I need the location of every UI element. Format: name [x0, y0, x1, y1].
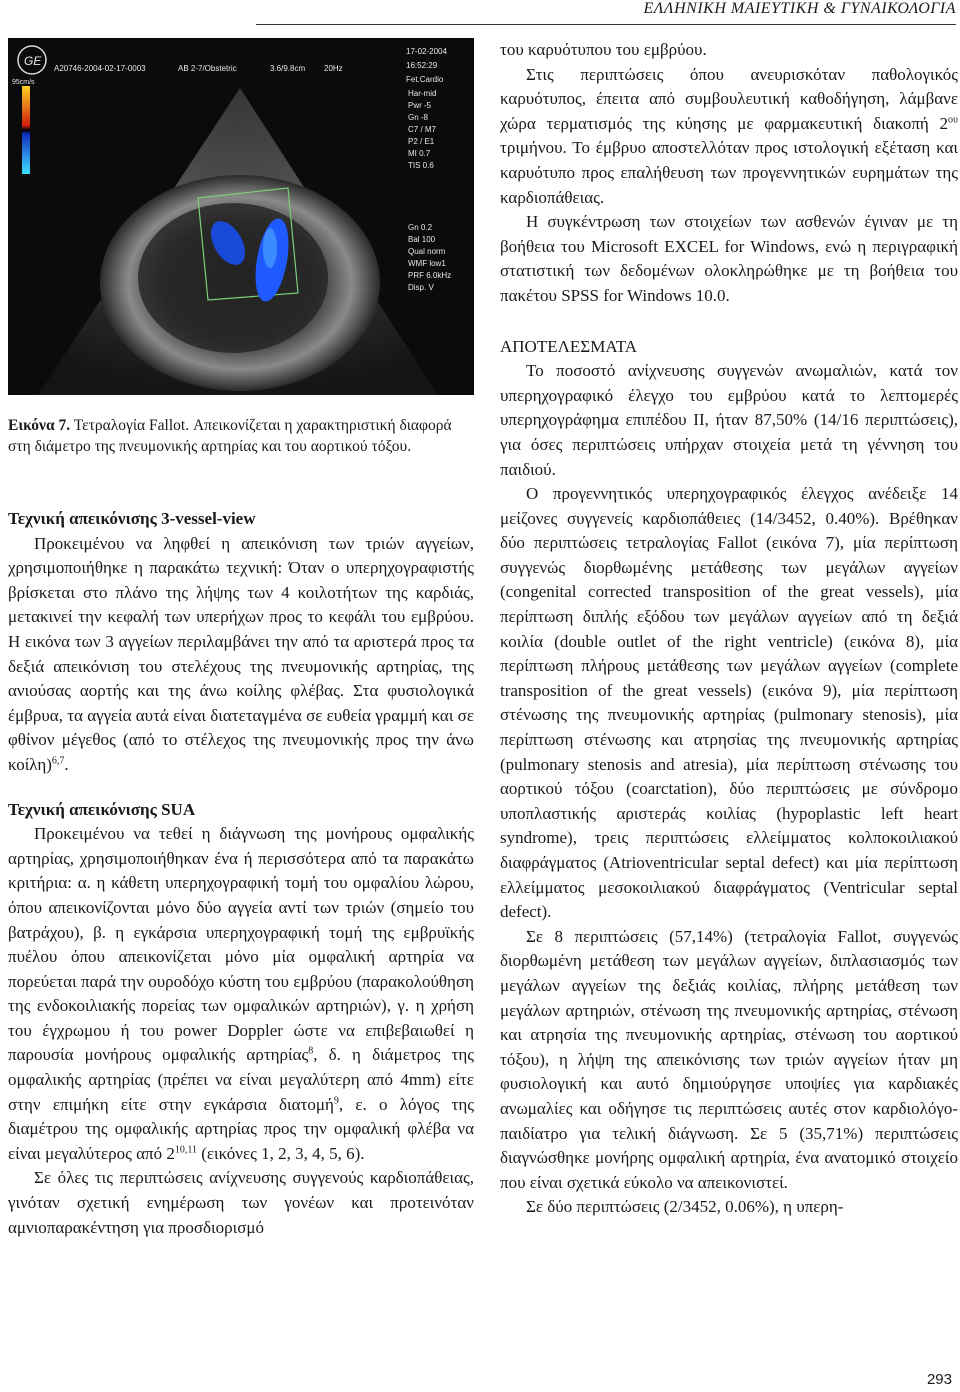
us-probe: AB 2-7/Obstetric: [178, 64, 237, 73]
paragraph-karyotype-cont: του καρυότυπου του εμβρύου.: [500, 40, 707, 59]
figure-caption-label: Εικόνα 7.: [8, 417, 71, 434]
us-param-1: Har-mid: [408, 89, 437, 98]
us-id: A20746-2004-02-17-0003: [54, 64, 146, 73]
us-param-7: TIS 0.6: [408, 161, 434, 170]
us-time: 16:52:29: [406, 61, 438, 70]
us-param-3: Gn -8: [408, 113, 429, 122]
figure-caption-text: Τετραλογία Fallot. Απεικονίζεται η χαρακτηριστική διαφορά στη διάμετρο της πνευμονικής αρτηρίας και του αορτικού τόξου.: [8, 417, 452, 455]
paragraph-counseling: Σε όλες τις περιπτώσεις ανίχνευσης συγγενούς καρδιοπάθειας, γινόταν σχετική ενημέρωση των γονέων και προτεινόταν αμνιοπαρακέντηση για προσδιορισμό: [8, 1168, 474, 1237]
paragraph-two-cases: Σε δύο περιπτώσεις (2/3452, 0.06%), η υπερη-: [526, 1197, 844, 1217]
page-number: 293: [926, 1371, 952, 1388]
ultrasound-figure: [8, 38, 474, 395]
paragraph-major-defects: Ο προγεννητικός υπερηχογραφικός έλεγχος ανέδειξε 14 μείζονες συγγενείς καρδιοπάθειες (14/3452, 0.40%). Βρέθηκαν δύο περιπτώσεις τετραλογίας Fallot (εικόνα 7), μία περίπτωση συγγενώς διορθωμένης μετάθεσης των μεγάλων αγγείων (congenital corrected transposition of the great vessels), μία περίπτωση διπλής εξόδου των μεγάλων αγγείων από τη δεξιά κοιλία (double outlet of the right ventricle) (εικόνα 8), μία περίπτωση πλήρους μετάθεσης των μεγάλων αγγείων (complete transposition of the great vessels) (εικόνα 9), μία περίπτωση στένωσης της πνευμονικής αρτηρίας (pulmonary stenosis), μία περίπτωση στένωσης και ατρησίας της πνευμονικής αρτηρίας (pulmonary stenosis and atresia), μία περίπτωση στένωσης του αορτικού τόξου (coarctation), δύο περιπτώσεις με σύνδρομο υποπλαστικής αριστεράς κοιλίας (hypoplastic left heart syndrome), τρεις περιπτώσεις ελλείμματος κολποκοιλιακού διαφράγματος (Atrioventricular septal defect) και μία περίπτωση ελλείμματος μεσοκοιλιακού διαφράγματος (Ventricular septal defect).: [500, 484, 958, 922]
section-heading-3vessel: Τεχνική απεικόνισης 3-vessel-view: [8, 509, 256, 528]
us-framerate: 20Hz: [324, 64, 343, 73]
paragraph-termination: Στις περιπτώσεις όπου ανευρισκόταν παθολογικός καρυότυπος, έπειτα από συμβουλευτική καθοδήγηση, λάμβανε χώρα τερματισμός της κύησης με φαρμακευτική διακοπή $2^{o\upsilon}$ τριμήνου. Το έμβρυο αποστελλόταν προς ιστολογική εξέταση και καρυότυπο προς επαλήθευση των προγεννητικών ευρημάτων της καρδιοπάθειας.: [500, 64, 958, 207]
us-preset: Fet.Cardio: [406, 75, 444, 84]
ge-logo: GE: [24, 54, 42, 68]
paragraph-sua: Προκειμένου να τεθεί η διάγνωση της μονήρους ομφαλικής αρτηρίας, χρησιμοποιήθηκαν ένα ή περισσότερα από τα παρακάτω κριτήρια: α. η κάθετη υπερηχογραφική τομή του ομφαλίου λώρου, όπου απεικονίζονται μόνο δύο αγγεία αντί των τριών (σημείο του βατράχου), β. η εγκάρσια υπερηχογραφική τομή της εμβρυϊκής πυέλου όπου απεικονίζεται μόνο μία ομφαλική αρτηρία να πορεύεται παρά την ουροδόχο κύστη του εμβρύου (παρακολούθηση της ενδοκοιλιακής πορείας των ομφαλικών αρτηριών), γ. η χρήση του έγχρωμου ή του power Doppler ώστε να επιβεβαιωθεί η παρουσία μονήρους ομφαλικής αρτηρίας$^8$, δ. η διάμετρος της ομφαλικής αρτηρίας (πρέπει να είναι μεγαλύτερη από 4mm) είτε στην επιμήκη είτε στην εγκάρσια διατομή$^9$, ε. ο λόγος της διαμέτρου της ομφαλικής αρτηρίας προς την ομφαλική φλέβα να είναι μεγαλύτερος από 2$^{10,11}$ (εικόνες 1, 2, 3, 4, 5, 6).: [8, 824, 474, 1163]
us-cparam-3: Qual norm: [408, 247, 446, 256]
us-param-4: C7 / M7: [408, 125, 437, 134]
us-scale-label: 95cm/s: [12, 79, 35, 86]
figure-caption: [8, 415, 474, 457]
section-heading-sua: Τεχνική απεικόνισης SUA: [8, 799, 196, 819]
us-cparam-5: PRF 6.0kHz: [408, 271, 452, 280]
paragraph-3vessel: Προκειμένου να ληφθεί η απεικόνιση των τριών αγγείων, χρησιμοποιήθηκε η παρακάτω τεχνική: Όταν ο υπερηχογραφιστής βρίσκεται στο πλάνο της λήψης των 4 κοιλοτήτων της καρδιάς, μετακινεί την κεφαλή των υπερήχων προς το κεφάλι του εμβρύου. Η εικόνα των 3 αγγείων περιλαμβάνει την από τα αριστερά προς τα δεξιά απεικόνιση του στελέχους της πνευμονικής αρτηρίας, της ανιούσας αορτής και της άνω κοίλης φλέβας. Στα φυσιολογικά έμβρυα, τα αγγεία αυτά είναι διατεταγμένα σε ευθεία γραμμή και σε φθίνον μέγεθος (από το στέλεχος της πνευμονικής προς την άνω κοίλη)$^{6,7}$.: [8, 533, 474, 774]
us-cparam-6: Disp. V: [408, 283, 434, 292]
us-cparam-1: Gn 0.2: [408, 223, 433, 232]
paragraph-three-vessel-findings: Σε 8 περιπτώσεις (57,14%) (τετραλογία Fallot, συγγενώς διορθωμένη μετάθεση των μεγάλων αγγείων, διπλασιασμός των μεγάλων αγγείων της δεξιάς κοιλίας, πλήρης μετάθεση των μεγάλων αρτηριών, στένωση της πνευμονικής αρτηρίας, στένωση και ατρησία της πνευμονικής αρτηρίας, στένωση του αορτικού τόξου), η λήψη της απεικόνισης των τριών αγγείων ήταν μη φυσιολογική και αυτό δημιούργησε υποψίες για καρδιακές ανωμαλίες και οδήγησε τις περιπτώσεις αυτές στον καρδιολόγο-παιδίατρο για τελική διάγνωση. Σε 5 (35,71%) περιπτώσεις διαγνώσθηκε μονήρης ομφαλική αρτηρία, ένα ανατομικό στοιχείο που είναι σχετικά εύκολο να απεικονιστεί.: [500, 926, 958, 1192]
left-column: [8, 38, 474, 1240]
us-cparam-4: WMF low1: [408, 259, 446, 268]
section-heading-results: ΑΠΟΤΕΛΕΣΜΑΤΑ: [500, 336, 638, 356]
us-depth: 3.6/9.8cm: [270, 64, 306, 73]
us-cparam-2: Bal 100: [408, 235, 436, 244]
paragraph-detection-rate: Το ποσοστό ανίχνευσης συγγενών ανωμαλιών, κατά τον υπερηχογραφικό έλεγχο του εμβρύου κατά το λεπτομερές υπερηχογράφημα επιπέδου ΙΙ, ήταν 87,50% (14/16 περιπτώσεις), για όσες περιπτώσεις υπήρχαν στοιχεία μετά τη γέννηση του παιδιού.: [500, 361, 958, 479]
journal-running-header: ΕΛΛΗΝΙΚΗ ΜΑΙΕΥΤΙΚΗ & ΓΥΝΑΙΚΟΛΟΓΙΑ: [256, 0, 956, 25]
paragraph-statistics: Η συγκέντρωση των στοιχείων των ασθενών έγιναν με τη βοήθεια του Microsoft EXCEL for Windows, ενώ η περιγραφική στατιστική των δεδομένων ολοκληρώθηκε με τη βοήθεια του πακέτου SPSS for Windows 10.0.: [500, 212, 958, 305]
ultrasound-image: [8, 38, 474, 395]
right-column: [500, 38, 958, 1220]
us-param-5: P2 / E1: [408, 137, 435, 146]
us-param-6: MI 0.7: [408, 149, 431, 158]
us-param-2: Pwr -5: [408, 101, 432, 110]
us-date: 17-02-2004: [406, 47, 447, 56]
